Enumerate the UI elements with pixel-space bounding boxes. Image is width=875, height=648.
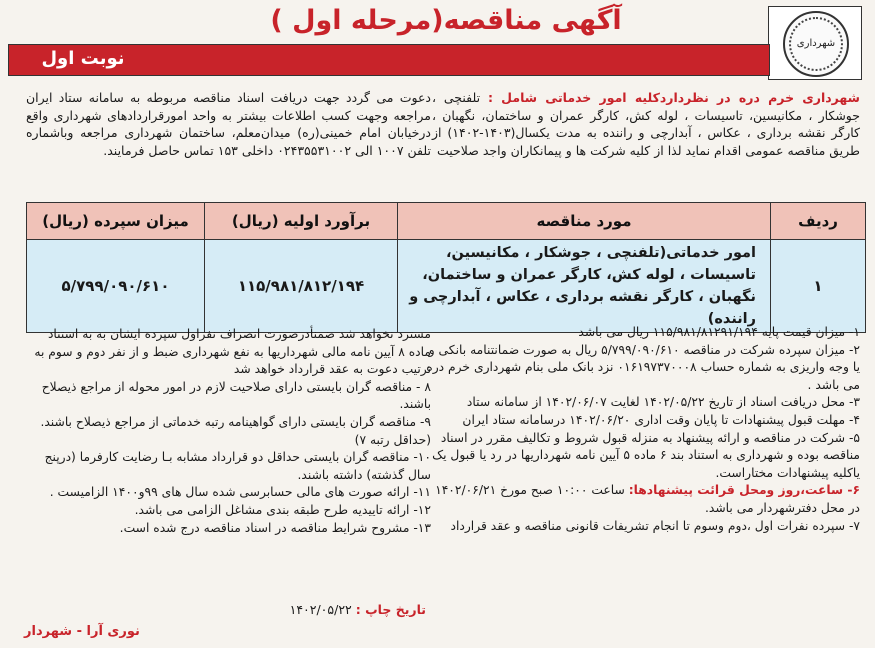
- print-date-value: ۱۴۰۲/۰۵/۲۲: [289, 602, 352, 617]
- condition-6-text: ساعت ۱۰:۰۰ صبح مورخ ۱۴۰۲/۰۶/۲۱ در محل دفترشهردار می باشد.: [435, 483, 860, 515]
- condition-1: ۱- میزان قیمت پایه ۱۱۵/۹۸۱/۸۱۲۹۱/۱۹۴ ریال می باشد: [578, 325, 860, 339]
- condition-10: ۱۰- مناقصه گران بایستی حداقل دو قرارداد مشابه بـا رضایت کارفرما (درپنج سال گذشته) داشته باشند.: [44, 450, 431, 482]
- condition-7-cont: مسترد نخواهد شد ضمنأدرصورت انصراف نفراول سپرده ایشان به به استناد ماده ۸ آیین نامه مالی شهرداریها به نفع شهرداری ضبط و از نفر دوم و سوم به ترتیب دعوت به عقد قرارداد خواهد شد: [34, 327, 431, 377]
- cell-subject: امور خدماتی(تلفنچی ، جوشکار ، مکانیسین، تاسیسات ، لوله کش، کارگر عمران و ساختمان، نگهبان ، کارگر نقشه برداری ، عکاس ، آبدارچی و راننده): [398, 240, 771, 333]
- turn-banner: [8, 44, 770, 76]
- header-index: ردیف: [771, 203, 866, 240]
- print-date: [26, 602, 426, 617]
- condition-6: [420, 482, 860, 517]
- tender-notice: [6, 4, 868, 642]
- seal-icon: [783, 11, 849, 77]
- condition-6-label: ۶- ساعت،روز ومحل قرائت پیشنهادها:: [628, 483, 860, 498]
- table-row: [27, 240, 866, 333]
- condition-5: ۵- شرکت در مناقصه و ارائه پیشنهاد به منزله قبول شروط و تکالیف مقرر در اسناد مناقصه بوده و شهرداری به استناد بند ۶ ماده ۵ آیین نامه شهرداریها در رد یا قبول یک یاکلیه پیشنهادات مختاراست.: [432, 430, 860, 480]
- cell-deposit: ۵/۷۹۹/۰۹۰/۶۱۰: [27, 240, 205, 333]
- table-header-row: [27, 203, 866, 240]
- condition-8: ۸ - مناقصه گران بایستی دارای صلاحیت لازم در امور محوله از مراجع ذیصلاح باشند.: [41, 379, 431, 412]
- cell-estimate: ۱۱۵/۹۸۱/۸۱۲/۱۹۴: [205, 240, 398, 333]
- tender-table: [26, 202, 866, 333]
- turn-label: نوبت اول: [13, 46, 153, 72]
- condition-12: ۱۲- ارائه تاییدیه طرح طبقه بندی مشاغل الزامی می باشد.: [134, 502, 431, 517]
- print-date-label: تاریخ چاپ :: [355, 602, 426, 617]
- conditions-left: [26, 326, 431, 537]
- cell-index: ۱: [771, 240, 866, 333]
- signature: نوری آرا - شهردار: [24, 624, 140, 639]
- intro-left: دعوت می گردد جهت دریافت اسناد مناقصه مربوطه به سامانه ستاد ایران مراجعه وجهت کسب اطلاعات بیشتر به واحد امورقراردادهای شهرداری واقع درخیابان امام خمینی(ره) میدان‌معلم، ساختمان شهرداری مراجعه وباشماره تلفن ۱۰۰۷ الی ۰۲۴۳۵۵۳۱۰۰۲ داخلی ۱۵۳ تماس حاصل فرمایند.: [26, 90, 431, 158]
- logo-text: شهرداری: [796, 38, 836, 49]
- condition-2: ۲- میزان سپرده شرکت در مناقصه ۵/۷۹۹/۰۹۰/۶۱۰ ریال به صورت ضمانتنامه بانکی و یا وجه واریزی به شماره حساب ۰۱۶۱۹۷۳۷۰۰۰۸ نزد بانک ملی بنام شهرداری خرم دره می باشد .: [426, 342, 860, 392]
- header-estimate: برآورد اولیه (ریال): [205, 203, 398, 240]
- intro-right: [432, 89, 860, 159]
- condition-11: ۱۱- ارائه صورت های مالی حسابرسی شده سال های ۹۹و۱۴۰۰ الزامیست .: [49, 485, 431, 500]
- condition-4: ۴- مهلت قبول پیشنهادات تا پایان وقت اداری ۱۴۰۲/۰۶/۲۰ درسامانه ستاد ایران: [462, 412, 860, 427]
- notice-title: آگهی مناقصه(مرحله اول ): [270, 5, 622, 36]
- condition-7: ۷- سپرده نفرات اول ،دوم وسوم تا انجام تشریفات قانونی مناقصه و عقد قرارداد: [450, 518, 860, 533]
- header-subject: مورد مناقصه: [398, 203, 771, 240]
- intro-highlight: شهرداری خرم دره در نظرداردکلیه امور خدماتی شامل :: [487, 90, 860, 105]
- conditions-right: [420, 324, 860, 535]
- condition-3: ۳- محل دریافت اسناد از تاریخ ۱۴۰۲/۰۵/۲۲ لغایت ۱۴۰۲/۰۶/۰۷ از سامانه ستاد: [466, 395, 860, 410]
- intro-right-text: تلفنچی ، جوشکار ، مکانیسین، تاسیسات ، لوله کش، کارگر عمران و ساختمان، نگهبان ، کارگر نقشه برداری ، عکاس ، آبدارچی و راننده به مدت یکسال(۱۴۰۳-۱۴۰۲) از طریق مناقصه عمومی اقدام نماید لذا از کلیه شرکت ها و پیمانکاران واجد صلاحیت: [432, 90, 861, 158]
- condition-9: ۹- مناقصه گران بایستی دارای گواهینامه رتبه خدماتی از مراجع ذیصلاح باشند. (حداقل رتبه ۷): [40, 414, 431, 447]
- header-deposit: میزان سپرده (ریال): [27, 203, 205, 240]
- municipality-logo: [768, 6, 862, 80]
- condition-13: ۱۳- مشروح شرایط مناقصه در اسناد مناقصه درج شده است.: [119, 520, 431, 535]
